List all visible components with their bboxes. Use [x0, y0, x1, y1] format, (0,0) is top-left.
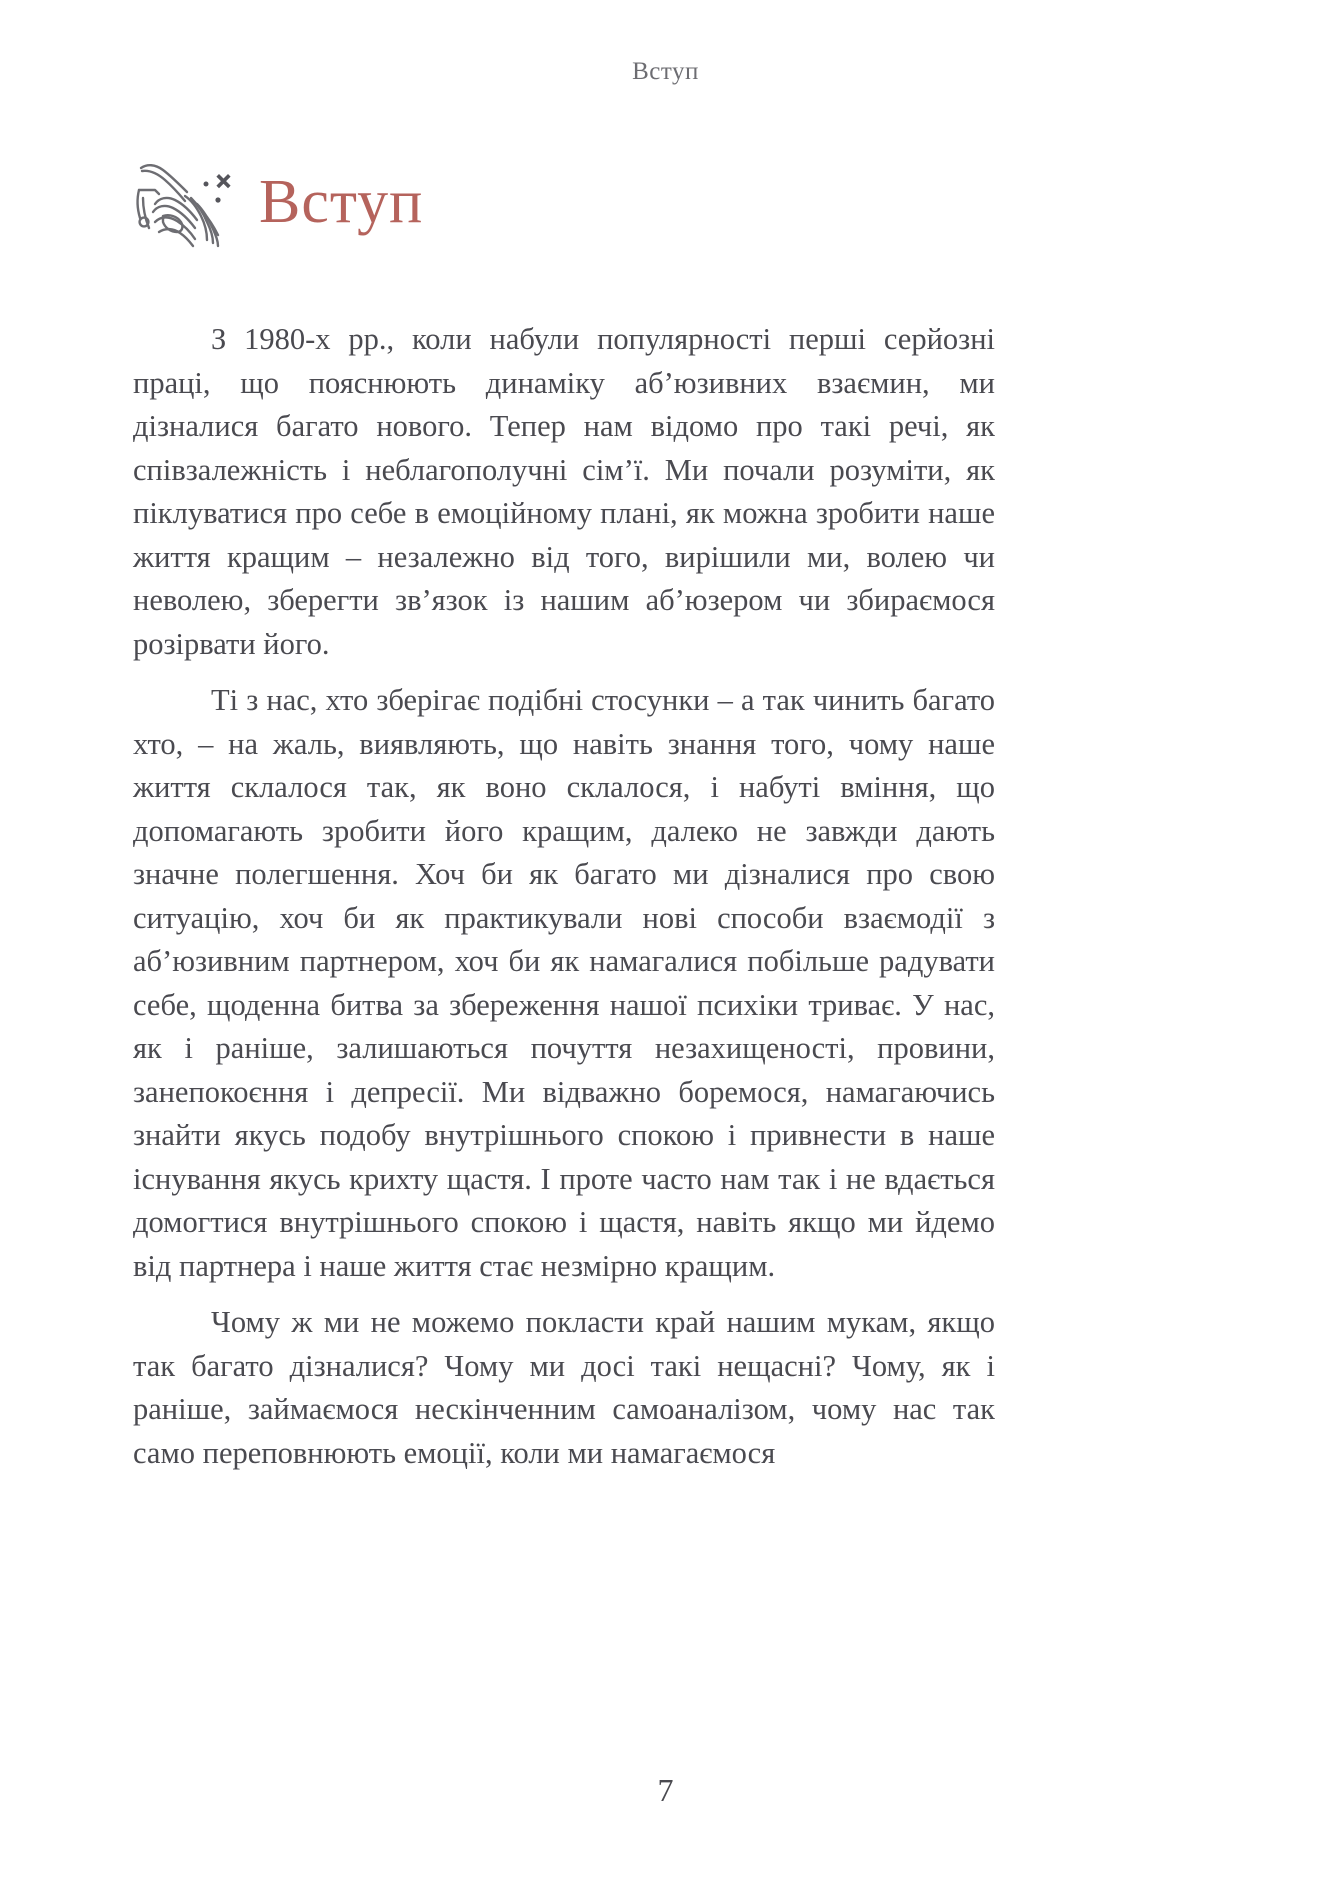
paragraph: З 1980-х рр., коли набули популярності перші серйозні праці, що пояснюють динаміку аб’юзивних взаємин, ми дізналися багато нового. Тепер нам відомо про такі речі, як співзалежність і неблагополучні сім’ї. Ми почали розуміти, як піклуватися про себе в емоційному плані, як можна зробити наше життя кращим – незалежно від того, вирішили ми, волею чи неволею, зберегти зв’язок із нашим аб’юзером чи збираємося розірвати його.: [133, 322, 995, 661]
body-text-column: [133, 318, 995, 1475]
page-number: 7: [657, 1772, 674, 1808]
paragraph: Ті з нас, хто зберігає подібні стосунки – а так чинить багато хто, – на жаль, виявляють, що навіть знання того, чому наше життя склалося так, як воно склалося, і набуті вміння, що допомагають зробити його кращим, далеко не завжди дають значне полегшення. Хоч би як багато ми дізналися про свою ситуацію, хоч би як практикували нові способи взаємодії з аб’юзивним партнером, хоч би як намагалися побільше радувати себе, щоденна битва за збереження нашої психіки триває. У нас, як і раніше, залишаються почуття незахищеності, провини, занепокоєння і депресії. Ми відважно боремося, намагаючись знайти якусь подобу внутрішнього спокою і привнести в наше існування якусь крихту щастя. І проте часто нам так і не вдається домогтися внутрішнього спокою і щастя, навіть якщо ми йдемо від партнера і наше життя стає незмірно кращим.: [133, 683, 995, 1283]
hand-fist-line-art-icon: [133, 146, 237, 250]
running-header: Вступ: [632, 58, 699, 85]
chapter-title: Вступ: [259, 167, 424, 236]
paragraph: Чому ж ми не можемо покласти край нашим мукам, якщо так багато дізналися? Чому ми досі такі нещасні? Чому, як і раніше, займаємося нескінченним самоаналізом, чому нас так само переповнюють емоції, коли ми намагаємося: [133, 1305, 995, 1470]
chapter-heading: [133, 140, 423, 255]
